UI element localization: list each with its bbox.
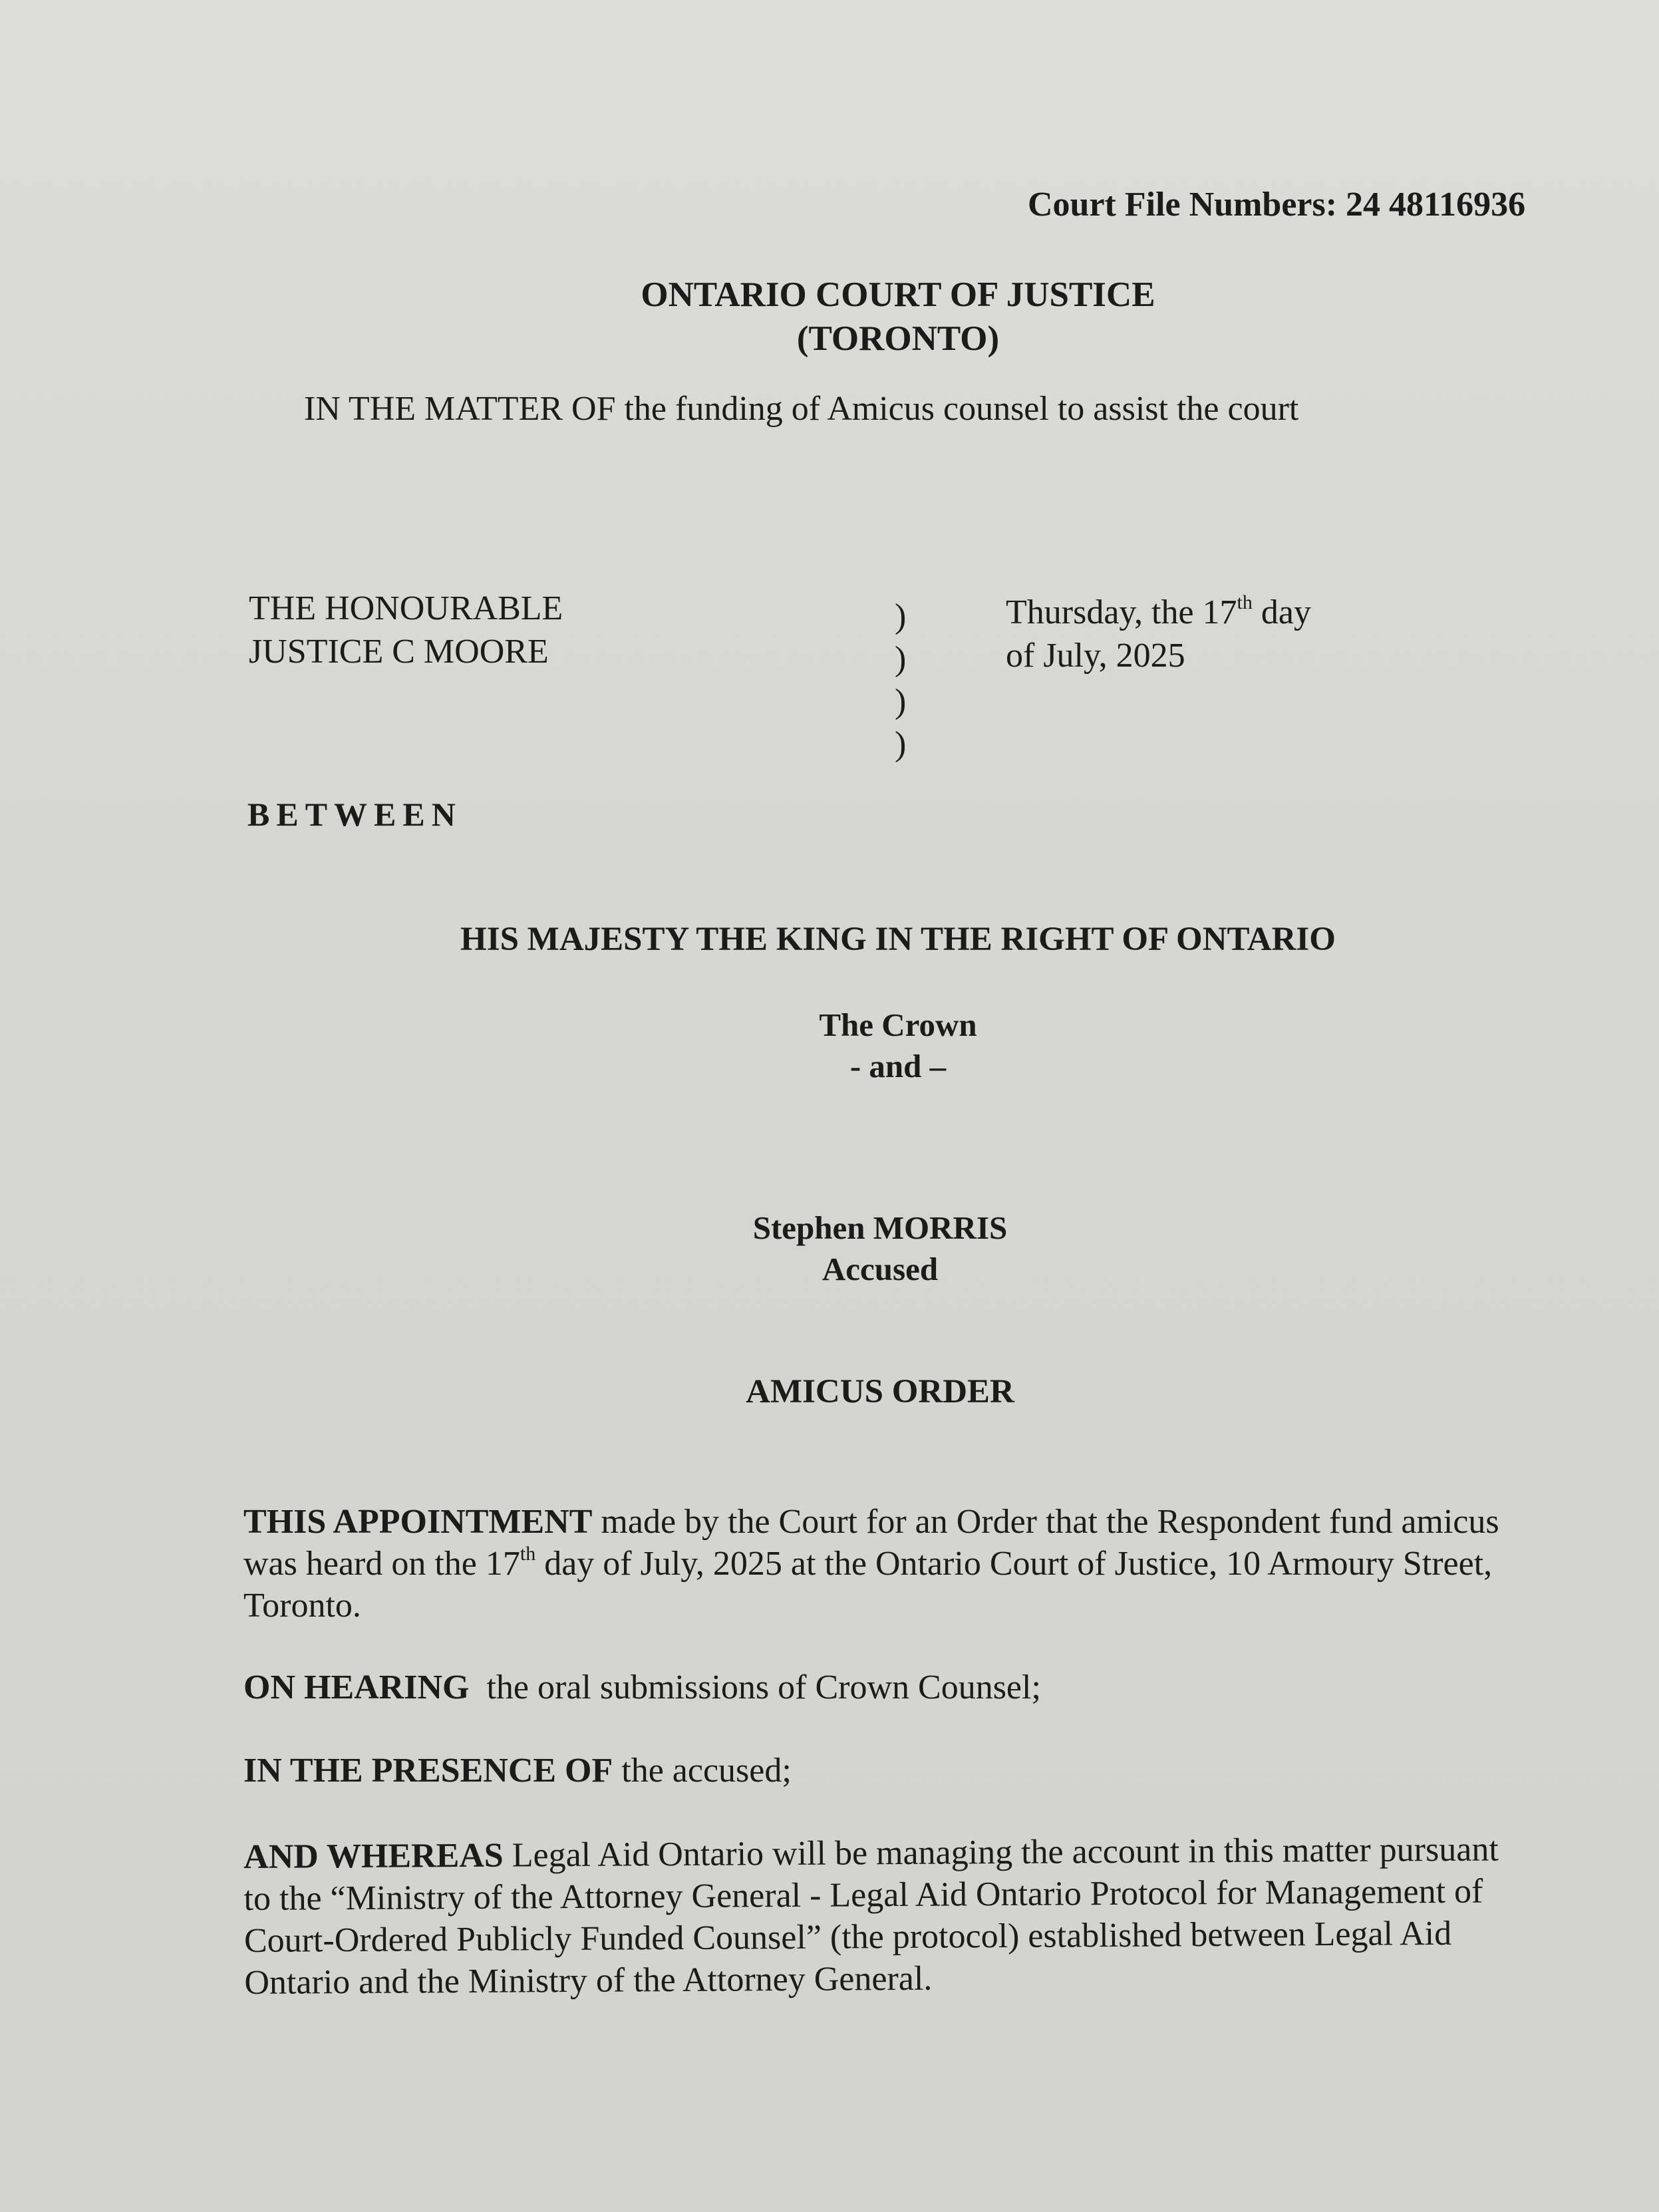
crown-role-block — [0, 1005, 1659, 1087]
bracket: ) — [895, 597, 907, 635]
court-heading — [0, 273, 1659, 361]
paragraph-presence: IN THE PRESENCE OF the accused; — [243, 1752, 792, 1790]
date-line-1: Thursday, the 17th day — [1006, 591, 1311, 631]
matter-line: IN THE MATTER OF the funding of Amicus counsel to assist the court — [304, 390, 1299, 428]
bracket-column — [895, 595, 906, 766]
hearing-date — [1006, 591, 1311, 677]
paragraph-lead: AND WHEREAS — [243, 1836, 504, 1876]
accused-block — [0, 1207, 1659, 1290]
paragraph-lead: IN THE PRESENCE OF — [243, 1752, 613, 1790]
date-line-2: of July, 2025 — [1006, 637, 1185, 675]
accused-role: Accused — [822, 1251, 939, 1287]
judge-title: THE HONOURABLE — [249, 589, 563, 627]
paragraph-hearing: ON HEARING the oral submissions of Crown Counsel; — [243, 1668, 1041, 1706]
judge-name: JUSTICE C MOORE — [249, 633, 549, 671]
bracket: ) — [895, 725, 907, 763]
paragraph-lead: ON HEARING — [243, 1668, 470, 1706]
between-heading: BETWEEN — [247, 796, 462, 833]
order-title: AMICUS ORDER — [746, 1373, 1014, 1410]
and-separator: - and – — [849, 1048, 947, 1084]
accused-name: Stephen MORRIS — [752, 1209, 1008, 1246]
bracket: ) — [895, 683, 907, 720]
paragraph-appointment: THIS APPOINTMENT made by the Court for an Order that the Respondent fund amicus was heard on the 17th day of July, 2025 at the Ontario Court of Justice, 10 Armoury Street, Toronto. — [243, 1503, 1499, 1625]
bracket: ) — [895, 640, 907, 678]
crown-role: The Crown — [819, 1007, 977, 1043]
court-file-numbers: Court File Numbers: 24 48116936 — [1028, 186, 1526, 224]
paragraph-whereas: AND WHEREAS Legal Aid Ontario will be managing the account in this matter pursuant to the “Ministry of the Attorney General - Legal Aid Ontario Protocol for Management of Court-Ordered Publicly Funded Counsel” (the protocol) established between Legal Aid Ontario and the Ministry of the Attorney General. — [243, 1830, 1499, 2002]
paragraph-lead: THIS APPOINTMENT — [243, 1503, 593, 1541]
judge-block — [249, 587, 563, 673]
court-location: (TORONTO) — [796, 319, 1000, 358]
court-name: ONTARIO COURT OF JUSTICE — [641, 275, 1155, 314]
crown-party-name: HIS MAJESTY THE KING IN THE RIGHT OF ONTARIO — [460, 921, 1336, 958]
